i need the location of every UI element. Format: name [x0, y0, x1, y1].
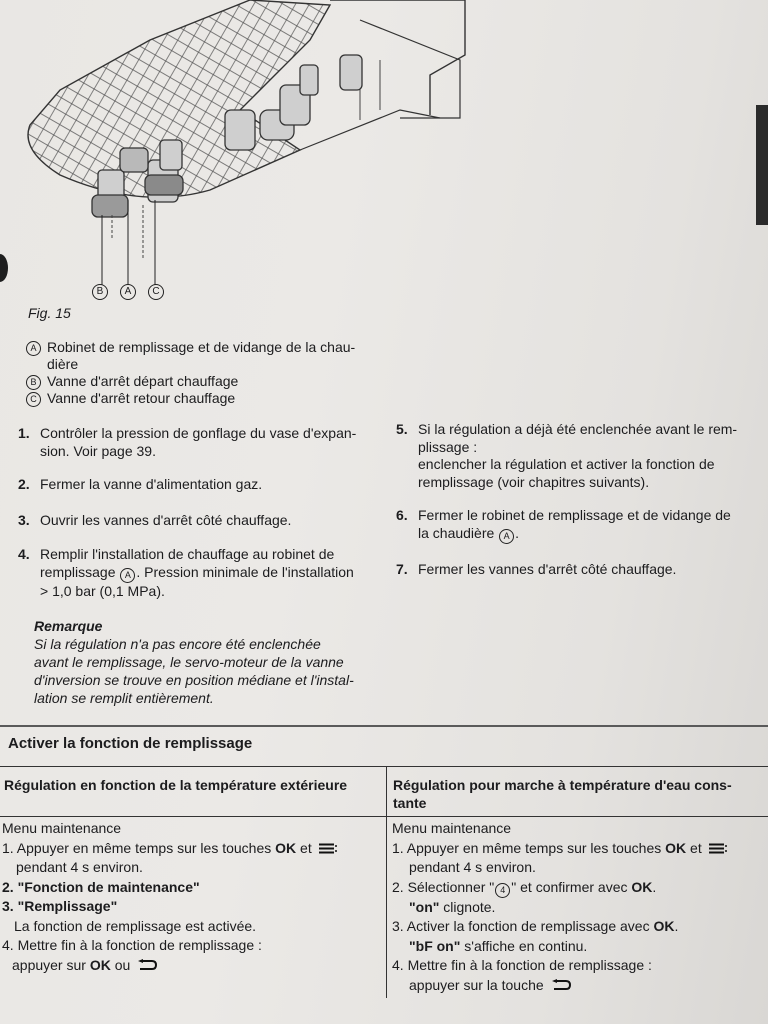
instruction-line [392, 937, 766, 957]
note-line: avant le remplissage, le servo-moteur de la vanne [34, 654, 344, 670]
ok-key-label: OK [665, 839, 687, 856]
section-divider [0, 725, 768, 727]
table-cell-right [392, 819, 766, 995]
step-line: remplissage [40, 563, 120, 580]
figure-callouts [92, 284, 172, 302]
table-column-divider [386, 766, 387, 998]
section-title: Activer la fonction de remplissage [8, 735, 253, 752]
note-line: lation se remplit entièrement. [34, 690, 214, 706]
table-rule-header [0, 816, 768, 817]
note-block [34, 617, 374, 707]
instruction-line: 2. "Fonction de maintenance" [2, 878, 200, 895]
header-line: Régulation pour marche à température d'eau cons- [393, 777, 732, 793]
step-text [418, 421, 737, 491]
callout-b: B [92, 284, 108, 300]
menu-icon [319, 843, 337, 854]
legend-key-a: A [26, 341, 41, 356]
step-line: enclencher la régulation et activer la fonction de [418, 456, 715, 472]
step-line: sion. Voir page 39. [40, 442, 156, 459]
instruction-line [392, 917, 766, 937]
figure-caption: Fig. 15 [28, 305, 71, 321]
callout-a: A [120, 284, 136, 300]
step-line: la chaudière [418, 524, 499, 541]
table-header-left: Régulation en fonction de la température extérieure [4, 777, 348, 793]
legend-text-c: Vanne d'arrêt retour chauffage [47, 390, 236, 406]
menu-icon [709, 843, 727, 854]
step-line: . Pression minimale de l'installation [136, 563, 354, 580]
text: . [674, 918, 679, 934]
text: " et confirmer avec [511, 878, 632, 895]
step-line: > 1,0 bar (0,1 MPa). [40, 582, 165, 599]
text: et [686, 839, 706, 856]
text: appuyer sur [12, 956, 90, 973]
instruction-line [392, 898, 766, 918]
instruction-line [392, 878, 766, 898]
instruction-line: 4. Mettre fin à la fonction de remplissage : [2, 937, 262, 953]
menu-label: Menu maintenance [2, 820, 122, 836]
instruction-line [392, 976, 766, 996]
header-line: tante [393, 795, 427, 811]
step-text [40, 425, 356, 460]
figure-legend [26, 339, 386, 407]
step-text [40, 546, 354, 600]
ref-a-symbol: A [499, 529, 514, 544]
step-text: Ouvrir les vannes d'arrêt côté chauffage. [40, 511, 292, 528]
instruction-line [2, 956, 384, 976]
text: et [296, 839, 316, 856]
step-line: remplissage (voir chapitres suivants). [418, 473, 650, 490]
instruction-line: La fonction de remplissage est activée. [14, 917, 257, 934]
ok-key-label: OK [631, 878, 653, 895]
step-line: plissage : [418, 438, 478, 455]
ok-key-label: OK [89, 956, 111, 973]
instruction-line: pendant 4 s environ. [16, 859, 143, 875]
step-text [418, 507, 731, 544]
text: s'affiche en continu. [460, 937, 588, 954]
step-7 [396, 561, 766, 579]
instruction-line: pendant 4 s environ. [409, 859, 536, 875]
text: 2. Sélectionner " [392, 878, 495, 895]
steps-right-column [396, 421, 766, 578]
text: 1. Appuyer en même temps sur les touches [2, 839, 276, 856]
text: . [652, 878, 657, 895]
step-text: Fermer la vanne d'alimentation gaz. [40, 476, 263, 492]
back-arrow-icon [551, 979, 571, 991]
step-number: 6. [396, 507, 408, 523]
step-number: 2. [18, 476, 30, 492]
procedure-table [0, 766, 768, 1024]
instruction-line: 4. Mettre fin à la fonction de remplissage : [392, 957, 652, 973]
step-text: Fermer les vannes d'arrêt côté chauffage. [418, 560, 677, 577]
legend-line: dière [47, 356, 79, 372]
text: appuyer sur la touche [409, 976, 548, 993]
note-title: Remarque [34, 618, 103, 634]
text: 3. Activer la fonction de remplissage avec [392, 918, 654, 934]
step-line: Fermer le robinet de remplissage et de vidange de [418, 507, 731, 523]
step-number: 4. [18, 546, 30, 562]
step-1 [18, 425, 378, 460]
step-line: . [515, 524, 520, 541]
text: clignote. [439, 898, 496, 915]
step-6 [396, 507, 766, 544]
step-number: 1. [18, 425, 30, 441]
step-number: 3. [18, 511, 30, 528]
step-line: Si la régulation a déjà été enclenchée avant le rem- [418, 421, 738, 437]
back-arrow-icon [137, 959, 157, 971]
note-line: d'inversion se trouve en position médiane et l'instal- [34, 672, 354, 688]
step-line: Remplir l'installation de chauffage au robinet de [40, 546, 335, 562]
step-4 [18, 546, 378, 600]
parameter-4-symbol: 4 [495, 883, 510, 898]
menu-label: Menu maintenance [392, 820, 512, 836]
step-5 [396, 421, 766, 491]
ref-a-symbol: A [120, 568, 135, 583]
instruction-line [392, 839, 766, 859]
legend-key-b: B [26, 375, 41, 390]
step-number: 5. [396, 421, 408, 437]
step-line: Contrôler la pression de gonflage du vase d'expan- [40, 425, 357, 441]
legend-key-c: C [26, 392, 41, 407]
step-2 [18, 476, 378, 494]
ok-key-label: OK [275, 839, 297, 856]
instruction-line [2, 839, 384, 859]
text: ou [110, 956, 135, 973]
boiler-technical-drawing [0, 0, 768, 305]
table-header-right [393, 776, 765, 812]
display-text: "on" [409, 898, 440, 915]
callout-c: C [148, 284, 164, 300]
legend-line: Robinet de remplissage et de vidange de la chau- [47, 339, 356, 355]
table-rule-top [0, 766, 768, 767]
table-cell-left [2, 819, 384, 975]
legend-text-b: Vanne d'arrêt départ chauffage [47, 373, 239, 389]
legend-item [26, 390, 386, 407]
note-line: Si la régulation n'a pas encore été enclenchée [34, 636, 321, 652]
legend-text-a [47, 339, 355, 373]
steps-left-column [18, 425, 378, 600]
ok-key-label: OK [653, 918, 675, 934]
text: 1. Appuyer en même temps sur les touches [392, 839, 666, 856]
instruction-line: 3. "Remplissage" [2, 898, 118, 914]
step-3 [18, 512, 378, 530]
legend-item [26, 339, 386, 373]
step-number: 7. [396, 560, 408, 577]
display-text: "bF on" [409, 937, 461, 954]
legend-item [26, 373, 386, 390]
